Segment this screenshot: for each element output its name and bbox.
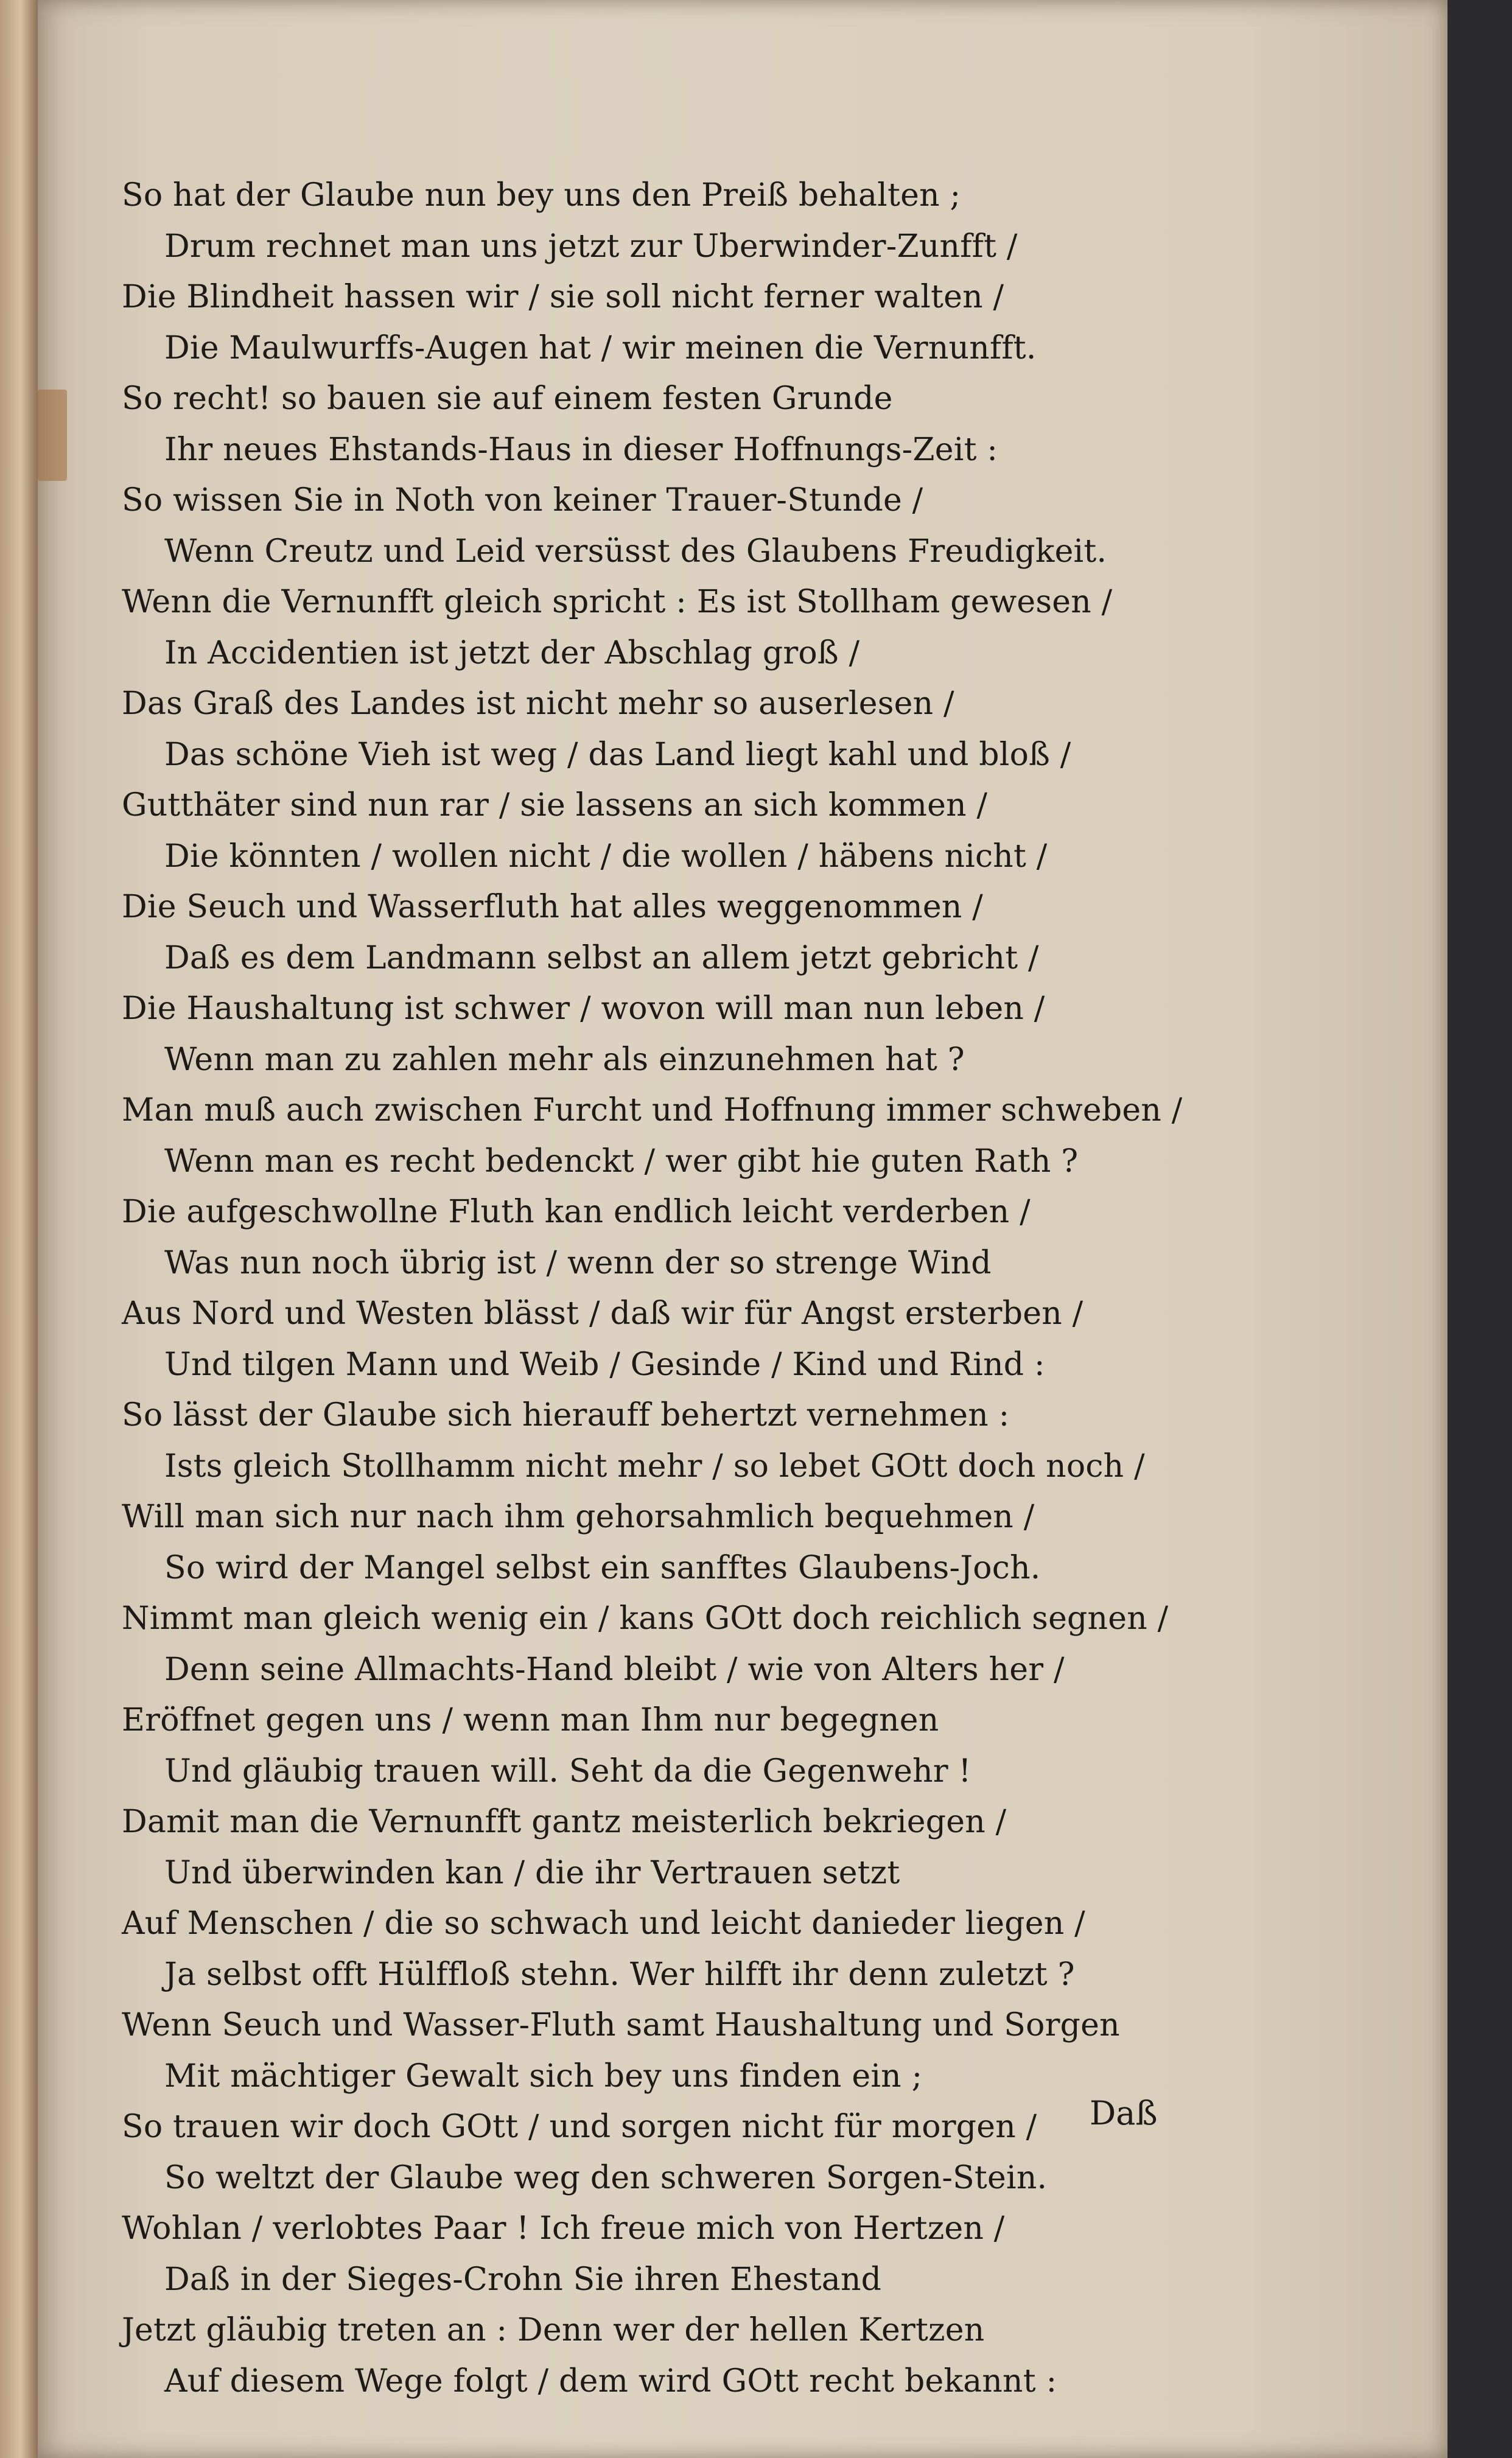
catchword: Daß (1090, 2094, 1158, 2132)
poem-line: Daß es dem Landmann selbst an allem jetzt gebricht / (164, 939, 1039, 976)
poem-line: Und gläubig trauen will. Seht da die Gegenwehr ! (164, 1752, 971, 1790)
poem-line: Wenn man zu zahlen mehr als einzunehmen hat ? (164, 1041, 965, 1078)
poem-line: Auf Menschen / die so schwach und leicht danieder liegen / (122, 1905, 1085, 1942)
poem-line: Die könnten / wollen nicht / die wollen / häbens nicht / (164, 838, 1048, 875)
poem-line: Ists gleich Stollhamm nicht mehr / so lebet GOtt doch noch / (164, 1448, 1145, 1485)
poem-line: Die aufgeschwollne Fluth kan endlich leicht verderben / (122, 1194, 1031, 1230)
poem-line: Damit man die Vernunfft gantz meisterlich bekriegen / (122, 1804, 1007, 1840)
poem-line: Jetzt gläubig treten an : Denn wer der hellen Kertzen (122, 2312, 985, 2348)
poem-line: Daß in der Sieges-Crohn Sie ihren Ehestand (164, 2261, 882, 2298)
stain (38, 390, 67, 481)
facing-page-edge (0, 0, 38, 2458)
poem-line: Will man sich nur nach ihm gehorsahmlich bequehmen / (122, 1499, 1035, 1535)
poem-line: Wenn Creutz und Leid versüsst des Glaubens Freudigkeit. (164, 533, 1107, 570)
poem-line: So wissen Sie in Noth von keiner Trauer-Stunde / (122, 482, 923, 519)
poem-line: Wenn die Vernunfft gleich spricht : Es ist Stollham gewesen / (122, 584, 1113, 620)
poem-line: Und überwinden kan / die ihr Vertrauen setzt (164, 1854, 900, 1891)
poem-line: So recht! so bauen sie auf einem festen Grunde (122, 380, 893, 417)
poem-line: Die Maulwurffs-Augen hat / wir meinen die Vernunfft. (164, 329, 1037, 366)
poem-line: In Accidentien ist jetzt der Abschlag groß / (164, 634, 860, 671)
poem-line: So wird der Mangel selbst ein sanfftes Glaubens-Joch. (164, 1549, 1041, 1586)
poem-line: So trauen wir doch GOtt / und sorgen nicht für morgen / (122, 2109, 1037, 2145)
poem-line: Denn seine Allmachts-Hand bleibt / wie von Alters her / (164, 1651, 1065, 1688)
poem-line: Nimmt man gleich wenig ein / kans GOtt doch reichlich segnen / (122, 1600, 1169, 1637)
poem-line: Man muß auch zwischen Furcht und Hoffnung immer schweben / (122, 1092, 1183, 1129)
poem-line: Die Haushaltung ist schwer / wovon will man nun leben / (122, 990, 1045, 1027)
poem-line: Das schöne Vieh ist weg / das Land liegt kahl und bloß / (164, 736, 1071, 773)
poem-line: Was nun noch übrig ist / wenn der so strenge Wind (164, 1244, 992, 1281)
poem-line: Aus Nord und Westen blässt / daß wir für Angst ersterben / (122, 1295, 1083, 1332)
poem-line: So weltzt der Glaube weg den schweren Sorgen-Stein. (164, 2159, 1048, 2196)
poem-line: Mit mächtiger Gewalt sich bey uns finden ein ; (164, 2057, 923, 2095)
poem-text-block (122, 170, 1217, 2407)
poem-line: So hat der Glaube nun bey uns den Preiß behalten ; (122, 177, 961, 214)
poem-line: Wenn Seuch und Wasser-Fluth samt Haushaltung und Sorgen (122, 2007, 1120, 2043)
poem-line: Gutthäter sind nun rar / sie lassens an sich kommen / (122, 787, 988, 824)
poem-line: Wohlan / verlobtes Paar ! Ich freue mich von Hertzen / (122, 2210, 1005, 2247)
poem-line: Wenn man es recht bedenckt / wer gibt hie guten Rath ? (164, 1143, 1079, 1180)
poem-line: Auf diesem Wege folgt / dem wird GOtt recht bekannt : (164, 2362, 1057, 2400)
poem-line: Ja selbst offt Hülffloß stehn. Wer hilfft ihr denn zuletzt ? (164, 1956, 1075, 1993)
poem-line: Ihr neues Ehstands-Haus in dieser Hoffnungs-Zeit : (164, 431, 998, 468)
poem-line: Eröffnet gegen uns / wenn man Ihm nur begegnen (122, 1702, 939, 1738)
poem-line: Die Blindheit hassen wir / sie soll nicht ferner walten / (122, 279, 1004, 315)
poem-line: Drum rechnet man uns jetzt zur Uberwinder-Zunfft / (164, 228, 1018, 265)
poem-line: Das Graß des Landes ist nicht mehr so auserlesen / (122, 685, 954, 722)
poem-line: Und tilgen Mann und Weib / Gesinde / Kind und Rind : (164, 1346, 1045, 1383)
poem-line: Die Seuch und Wasserfluth hat alles weggenommen / (122, 889, 983, 925)
poem-line: So lässt der Glaube sich hierauff behertzt vernehmen : (122, 1397, 1010, 1434)
